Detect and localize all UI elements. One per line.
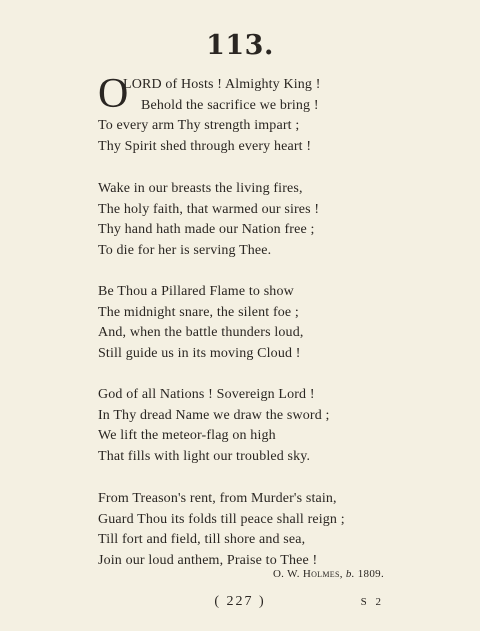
verse-1	[98, 71, 321, 157]
drop-cap: O	[98, 71, 129, 117]
born-marker: b.	[345, 568, 355, 580]
verse-line: Guard Thou its folds till peace shall reign ;	[98, 511, 345, 527]
verse-line: Wake in our breasts the living fires,	[98, 181, 303, 196]
verse-line: And, when the battle thunders loud,	[98, 325, 304, 340]
verse-line: The holy faith, that warmed our sires !	[98, 201, 320, 217]
page-number: ( 227 )	[214, 594, 266, 609]
author-year: 1809.	[357, 568, 384, 580]
verse-5	[98, 489, 345, 571]
verse-2	[98, 179, 319, 261]
verse-line: That fills with light our troubled sky.	[98, 448, 311, 464]
verse-line: To every arm Thy strength impart ;	[98, 118, 300, 133]
verse-line: Join our loud anthem, Praise to Thee !	[98, 552, 318, 568]
verse-3	[98, 282, 304, 364]
verse-line: God of all Nations ! Sovereign Lord !	[98, 387, 315, 402]
signature-mark: S 2	[360, 596, 384, 608]
verse-line: The midnight snare, the silent foe ;	[98, 304, 299, 320]
verse-line: Be Thou a Pillared Flame to show	[98, 284, 294, 299]
verse-line: To die for her is serving Thee.	[98, 242, 272, 258]
verse-line: We lift the meteor-flag on high	[98, 428, 276, 443]
verse-line: LORD of Hosts ! Almighty King !	[123, 77, 321, 92]
verse-line: Thy Spirit shed through every heart !	[98, 138, 312, 154]
verse-line: Still guide us in its moving Cloud !	[98, 345, 301, 361]
verse-line: From Treason's rent, from Murder's stain,	[98, 491, 337, 506]
verse-4	[98, 385, 330, 467]
author-name: O. W. Holmes,	[272, 568, 343, 580]
verse-line: Till fort and field, till shore and sea,	[98, 532, 306, 547]
verse-line: In Thy dread Name we draw the sword ;	[98, 407, 330, 423]
author-attribution	[273, 568, 384, 580]
verse-line: Behold the sacrifice we bring !	[141, 97, 319, 113]
hymn-number: 113.	[206, 30, 274, 61]
verse-line: Thy hand hath made our Nation free ;	[98, 222, 315, 237]
